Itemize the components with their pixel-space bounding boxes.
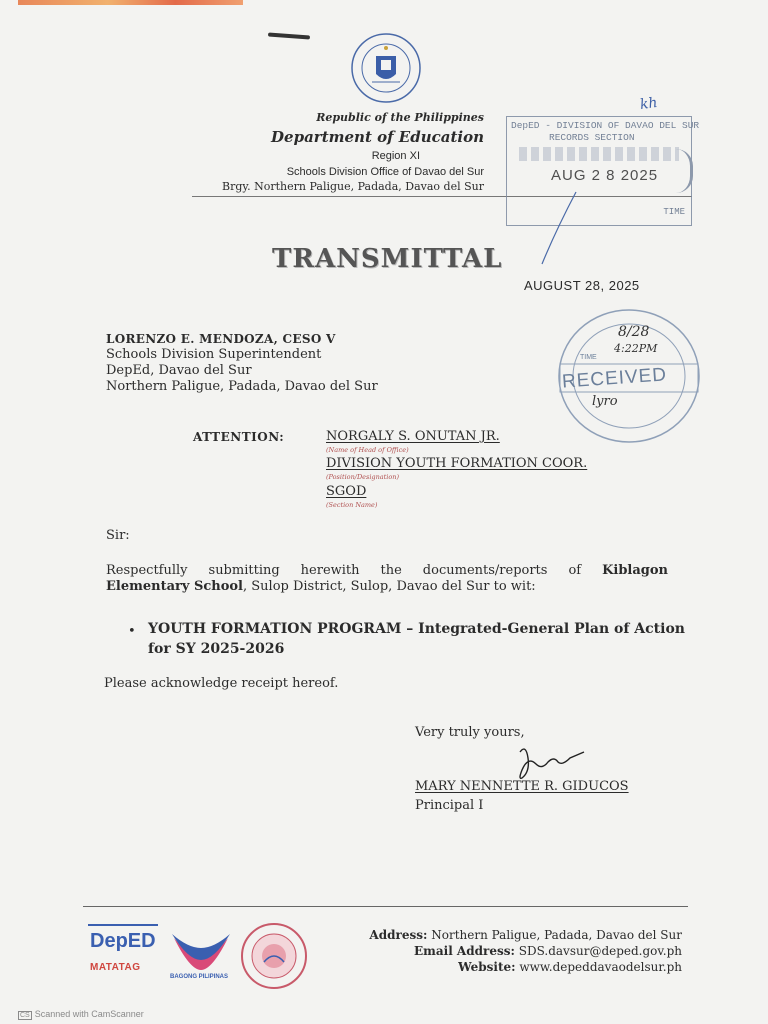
signer-name: MARY NENNETTE R. GIDUCOS — [415, 779, 629, 794]
addressee-position: Schools Division Superintendent — [106, 347, 322, 362]
header-address: Brgy. Northern Paligue, Padada, Davao del Sur — [222, 180, 484, 193]
bagong-pilipinas-logo — [170, 930, 232, 986]
matatag-logo-text: MATATAG — [90, 962, 141, 973]
body-text-part2: , Sulop District, Sulop, Davao del Sur to wit: — [243, 579, 536, 594]
document-title: TRANSMITTAL — [272, 244, 503, 274]
addressee-name: LORENZO E. MENDOZA, CESO V — [106, 332, 336, 346]
attention-section-caption: (Section Name) — [326, 501, 378, 509]
stamp-division-line: DepED - DIVISION OF DAVAO DEL SUR — [511, 120, 700, 131]
pen-mark — [268, 33, 310, 40]
attention-name: NORGALY S. ONUTAN JR. — [326, 429, 500, 444]
stamp-smudge — [519, 147, 679, 161]
header-region: Region XI — [371, 150, 420, 162]
stamp-date: AUG 2 8 2025 — [551, 167, 659, 184]
received-date-handwritten: 8/28 — [618, 324, 650, 340]
attention-position: DIVISION YOUTH FORMATION COOR. — [326, 456, 588, 471]
deped-logo-text: DepED — [90, 930, 156, 952]
attention-position-caption: (Position/Designation) — [326, 473, 399, 481]
stamp-bracket — [676, 149, 693, 193]
school-name-part1: Kiblagon — [602, 563, 668, 578]
footer-address-line — [369, 928, 682, 942]
received-word: RECEIVED — [561, 364, 668, 393]
header-republic: Republic of the Philippines — [316, 111, 484, 124]
footer-email: SDS.davsur@deped.gov.ph — [518, 944, 682, 958]
bullet-icon: • — [128, 624, 136, 639]
scan-edge-strip — [18, 0, 243, 5]
document-date: AUGUST 28, 2025 — [524, 278, 640, 293]
attention-section: SGOD — [326, 484, 367, 499]
body-paragraph-line1 — [106, 562, 668, 579]
footer-website: www.depeddavaodelsur.ph — [519, 960, 682, 974]
pen-stroke-mark — [536, 190, 586, 270]
acknowledge-line: Please acknowledge receipt hereof. — [104, 676, 339, 691]
signer-position: Principal I — [415, 798, 484, 813]
bagong-pilipinas-emblem-icon — [170, 930, 232, 974]
attention-label: ATTENTION: — [193, 430, 285, 444]
complimentary-close: Very truly yours, — [415, 725, 525, 740]
deped-seal-icon — [350, 32, 422, 104]
scanner-watermark — [18, 1009, 144, 1020]
received-time-handwritten: 4:22PM — [614, 342, 658, 355]
footer-email-label: Email Address: — [414, 944, 515, 958]
deped-matatag-logo — [88, 922, 158, 988]
footer-website-line — [458, 960, 682, 974]
stamp-time-label: TIME — [663, 207, 685, 217]
body-paragraph-line2 — [106, 579, 536, 594]
addressee-office: DepEd, Davao del Sur — [106, 363, 252, 378]
camscanner-icon: CS — [20, 1012, 30, 1019]
records-section-stamp — [506, 116, 700, 226]
salutation: Sir: — [106, 528, 130, 543]
received-stamp — [556, 306, 702, 446]
division-seal-icon — [240, 922, 308, 990]
received-time-label: TIME — [580, 354, 597, 361]
header-department: Department of Education — [271, 128, 484, 146]
body-text-part1: Respectfully submitting herewith the documents/reports of — [106, 563, 603, 578]
scanner-text: Scanned with CamScanner — [34, 1009, 144, 1019]
footer-email-line — [414, 944, 682, 958]
received-by-handwritten: lyro — [592, 394, 618, 409]
footer-address-label: Address: — [369, 928, 428, 942]
handwritten-initials: kh — [638, 94, 659, 114]
logo-rule-top — [88, 924, 158, 926]
attention-name-caption: (Name of Head of Office) — [326, 446, 409, 454]
addressee-block — [106, 331, 378, 395]
list-item: YOUTH FORMATION PROGRAM – Integrated-General Plan of Action for SY 2025-2026 — [148, 621, 685, 657]
footer-website-label: Website: — [458, 960, 516, 974]
stamp-records-line: RECORDS SECTION — [549, 132, 635, 143]
header-office: Schools Division Office of Davao del Sur — [286, 166, 484, 178]
footer-divider — [83, 906, 688, 907]
signature-icon — [508, 744, 588, 784]
addressee-address: Northern Paligue, Padada, Davao del Sur — [106, 379, 378, 394]
bagong-pilipinas-text: BAGONG PILIPINAS — [170, 974, 229, 980]
footer-address: Northern Paligue, Padada, Davao del Sur — [431, 928, 682, 942]
school-name-part2: Elementary School — [106, 579, 243, 594]
